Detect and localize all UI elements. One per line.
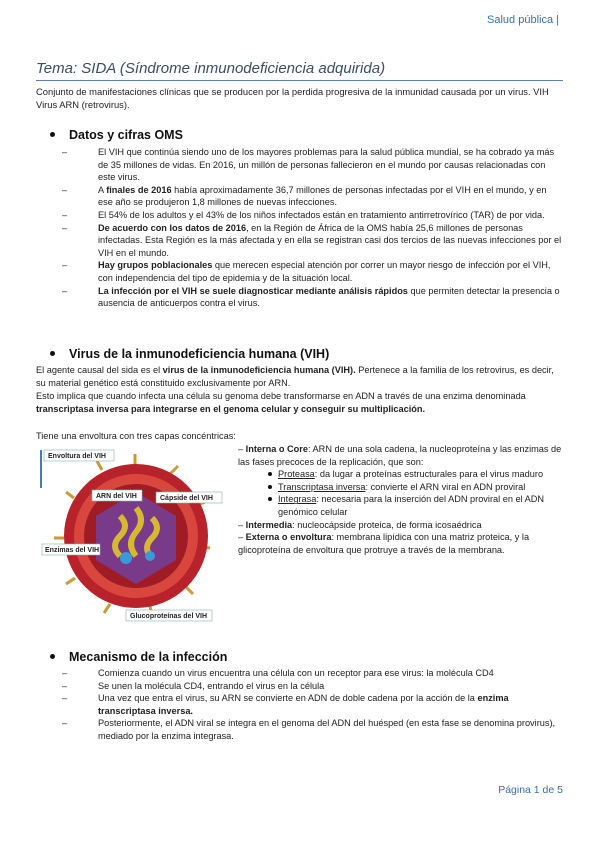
enzyme-list (238, 468, 563, 518)
layers-description (238, 443, 563, 556)
label-enzymes: Enzimas del VIH (45, 547, 100, 554)
page-number: Página 1 de 5 (498, 784, 563, 796)
label-rna: ARN del VIH (96, 493, 137, 500)
bullet-icon (50, 654, 55, 659)
layer-internal: – Interna o Core: ARN de una sola cadena, la nucleoproteína y las enzimas de las fases precoces de la replicación, que son: (238, 444, 562, 467)
list-item: – De acuerdo con los datos de 2016, en la Región de África de la OMS había 25,6 millones de personas infectadas. Esta Región es la más afectada y en ella se registran casi dos tercios de las nuevas infecciones por el VIH en el mundo. (62, 222, 562, 260)
list-item: – A finales de 2016 había aproximadamente 36,7 millones de personas infectadas por el VIH en el mundo, y en ese año se produjeron 1,8 millones de nuevas infecciones. (62, 184, 562, 209)
envelope-intro: Tiene una envoltura con tres capas concéntricas: (36, 431, 236, 441)
bullet-icon (50, 132, 55, 137)
list-item: – Se unen la molécula CD4, entrando el virus en la célula (62, 680, 562, 693)
mecanismo-list (62, 667, 562, 743)
list-item: – El 54% de los adultos y el 43% de los niños infectados están en tratamiento antirretrovírico (TAR) de por vida. (62, 209, 562, 222)
label-capsid: Cápside del VIH (160, 495, 213, 502)
enzyme-item: Proteasa: da lugar a proteínas estructurales para el virus maduro (238, 468, 563, 481)
layer-external: – Externa o envoltura: membrana lipídica con una matriz proteica, y la glicoproteína de envoltura que protruye a través de la membrana. (238, 532, 530, 555)
enzyme-item: Integrasa: necesaria para la inserción del ADN proviral en el ADN genómico celular (238, 493, 563, 518)
list-item: – La infección por el VIH se suele diagnosticar mediante análisis rápidos que permiten detectar la presencia o ausencia de anticuerpos contra el virus. (62, 285, 562, 310)
list-item: – Hay grupos poblacionales que merecen especial atención por correr un mayor riesgo de infección por el VIH, con independencia del tipo de epidemia y de la situación local. (62, 259, 562, 284)
page-title: Tema: SIDA (Síndrome inmunodeficiencia adquirida) (36, 60, 386, 77)
datos-list (62, 146, 562, 310)
label-envelope: Envoltura del VIH (48, 453, 106, 460)
list-item: – Posteriormente, el ADN viral se integra en el genoma del ADN del huésped (en esta fase se denomina provirus), mediado por la enzima integrasa. (62, 717, 562, 742)
hiv-structure-figure (40, 446, 232, 628)
vih-paragraph-1: El agente causal del sida es el virus de la inmunodeficiencia humana (VIH). Pertenece a la familia de los retrovirus, es decir, su material genético está constituido exclusivamente por ARN. (36, 365, 554, 388)
list-item: – El VIH que continúa siendo uno de los mayores problemas para la salud pública mundial, se ha cobrado ya más de 35 millones de vidas. En 2016, un millón de personas fallecieron en el mundo por causas relacionadas con este virus. (62, 146, 562, 184)
bullet-icon (50, 351, 55, 356)
section-heading-datos: Datos y cifras OMS (50, 128, 183, 142)
page-header: Salud pública | (487, 14, 559, 26)
layer-intermediate: – Intermedia: nucleocápside proteica, de forma icosaédrica (238, 519, 482, 530)
section-heading-vih: Virus de la inmunodeficiencia humana (VIH) (50, 347, 329, 361)
vih-paragraph-2: Esto implica que cuando infecta una célula su genoma debe transformarse en ADN a través de una enzima denominada transcriptasa inversa para integrarse en el genoma celular y conseguir su multiplicación. (36, 391, 526, 414)
enzyme-item: Transcriptasa inversa: convierte el ARN viral en ADN proviral (238, 481, 563, 494)
list-item: – Una vez que entra el virus, su ARN se convierte en ADN de doble cadena por la acción de la enzima transcriptasa inversa. (62, 692, 562, 717)
list-item: – Comienza cuando un virus encuentra una célula con un receptor para ese virus: la molécula CD4 (62, 667, 562, 680)
title-divider (36, 80, 563, 81)
label-glycoproteins: Glucoproteínas del VIH (130, 613, 208, 620)
intro-paragraph: Conjunto de manifestaciones clínicas que se producen por la perdida progresiva de la inmunidad causada por un virus. VIH Virus ARN (retrovirus). (36, 86, 549, 110)
section-heading-mecanismo: Mecanismo de la infección (50, 650, 227, 664)
